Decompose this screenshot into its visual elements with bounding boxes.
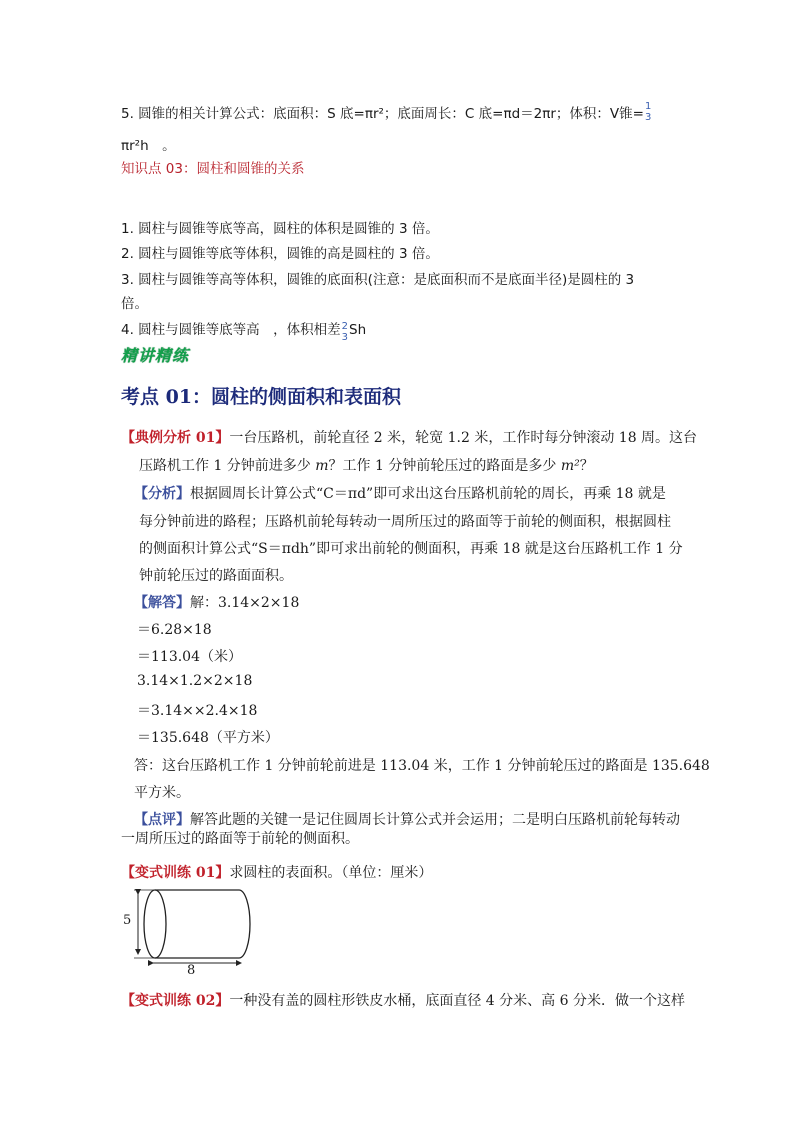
practice-1 [121, 862, 432, 882]
answer-step-4: ＝3.14××2.4×18 [137, 703, 258, 719]
analysis-text: 根据圆周长计算公式“C＝πd”即可求出这台压路机前轮的周长，再乘 18 就是 [190, 486, 666, 502]
answer-step-3: 3.14×1.2×2×18 [137, 673, 253, 689]
answer-step-5: ＝135.648（平方米） [137, 730, 279, 746]
example-question-2b: ？工作 1 分钟前轮压过的路面是多少 [328, 458, 561, 474]
fraction-denominator: 3 [644, 112, 652, 123]
cylinder-diagram [121, 885, 261, 978]
formula-5 [121, 102, 652, 125]
length-label: 8 [187, 963, 196, 978]
example-question-1: 一台压路机，前轮直径 2 米，轮宽 1.2 米，工作时每分钟滚动 18 周。这台 [229, 430, 698, 446]
fraction-one-third [645, 101, 651, 123]
analysis-line-1 [134, 483, 666, 503]
comment-line-2: 一周所压过的路面等于前轮的侧面积。 [121, 831, 359, 847]
knowledge-point-03: 知识点 03：圆柱和圆锥的关系 [121, 161, 305, 177]
example-line-2 [139, 455, 594, 475]
conclusion-line-1: 答：这台压路机工作 1 分钟前轮前进是 113.04 米，工作 1 分钟前轮压过的路面是 135.648 [134, 758, 710, 774]
comment-text: 解答此题的关键一是记住圆周长计算公式并会运用；二是明白压路机前轮每转动 [190, 812, 680, 828]
conclusion-line-2: 平方米。 [134, 785, 190, 801]
section-title: 精讲精练 [121, 346, 190, 365]
practice-2-tag: 【变式训练 02】 [121, 993, 230, 1009]
relation-4-text: 4. 圆柱与圆锥等底等高 ，体积相差 [121, 322, 341, 338]
unit-m: m [315, 458, 329, 474]
relation-2: 2. 圆柱与圆锥等底等体积，圆锥的高是圆柱的 3 倍。 [121, 246, 439, 262]
example-tag: 【典例分析 01】 [121, 430, 230, 446]
answer-first: 解：3.14×2×18 [190, 595, 300, 611]
unit-m2: m² [560, 458, 580, 474]
comment-tag: 【点评】 [134, 812, 190, 828]
example-question-2a: 压路机工作 1 分钟前进多少 [139, 458, 316, 474]
analysis-line-2: 每分钟前进的路程；压路机前轮每转动一周所压过的路面等于前轮的侧面积，根据圆柱 [139, 514, 671, 530]
answer-step-1: ＝6.28×18 [137, 622, 212, 638]
answer-step-2: ＝113.04（米） [137, 649, 242, 665]
formula-5-continued: πr²h 。 [121, 138, 176, 154]
relation-3-continued: 倍。 [121, 296, 148, 312]
practice-2 [121, 990, 685, 1010]
analysis-line-4: 钟前轮压过的路面面积。 [139, 568, 293, 584]
analysis-tag: 【分析】 [134, 486, 190, 502]
fraction-denominator: 3 [341, 332, 349, 343]
relation-4-tail: Sh [349, 322, 367, 338]
fraction-numerator: 1 [644, 101, 652, 112]
relation-3: 3. 圆柱与圆锥等高等体积，圆锥的底面积(注意：是底面积而不是底面半径)是圆柱的 3 [121, 272, 635, 288]
formula-5-text: 5. 圆锥的相关计算公式：底面积：S 底=πr²；底面周长：C 底=πd＝2πr；体积：V锥= [121, 106, 644, 122]
comment-line-1 [134, 809, 680, 829]
example-question-2c: ？ [579, 458, 594, 474]
kaodian-heading: 考点 01：圆柱的侧面积和表面积 [121, 386, 402, 408]
practice-1-text: 求圆柱的表面积。（单位：厘米） [229, 865, 433, 881]
cylinder-figure [121, 885, 261, 975]
height-label: 5 [123, 913, 132, 928]
relation-1: 1. 圆柱与圆锥等底等高，圆柱的体积是圆锥的 3 倍。 [121, 221, 439, 237]
practice-2-text: 一种没有盖的圆柱形铁皮水桶，底面直径 4 分米、高 6 分米．做一个这样 [229, 993, 685, 1009]
practice-1-tag: 【变式训练 01】 [121, 865, 230, 881]
example-line-1 [121, 427, 697, 447]
answer-line-1 [134, 592, 299, 612]
answer-tag: 【解答】 [134, 595, 190, 611]
relation-4 [121, 318, 366, 341]
fraction-two-thirds [342, 321, 348, 343]
analysis-line-3: 的侧面积计算公式“S＝πdh”即可求出前轮的侧面积，再乘 18 就是这台压路机工作 1 分 [139, 541, 683, 557]
fraction-numerator: 2 [341, 321, 349, 332]
